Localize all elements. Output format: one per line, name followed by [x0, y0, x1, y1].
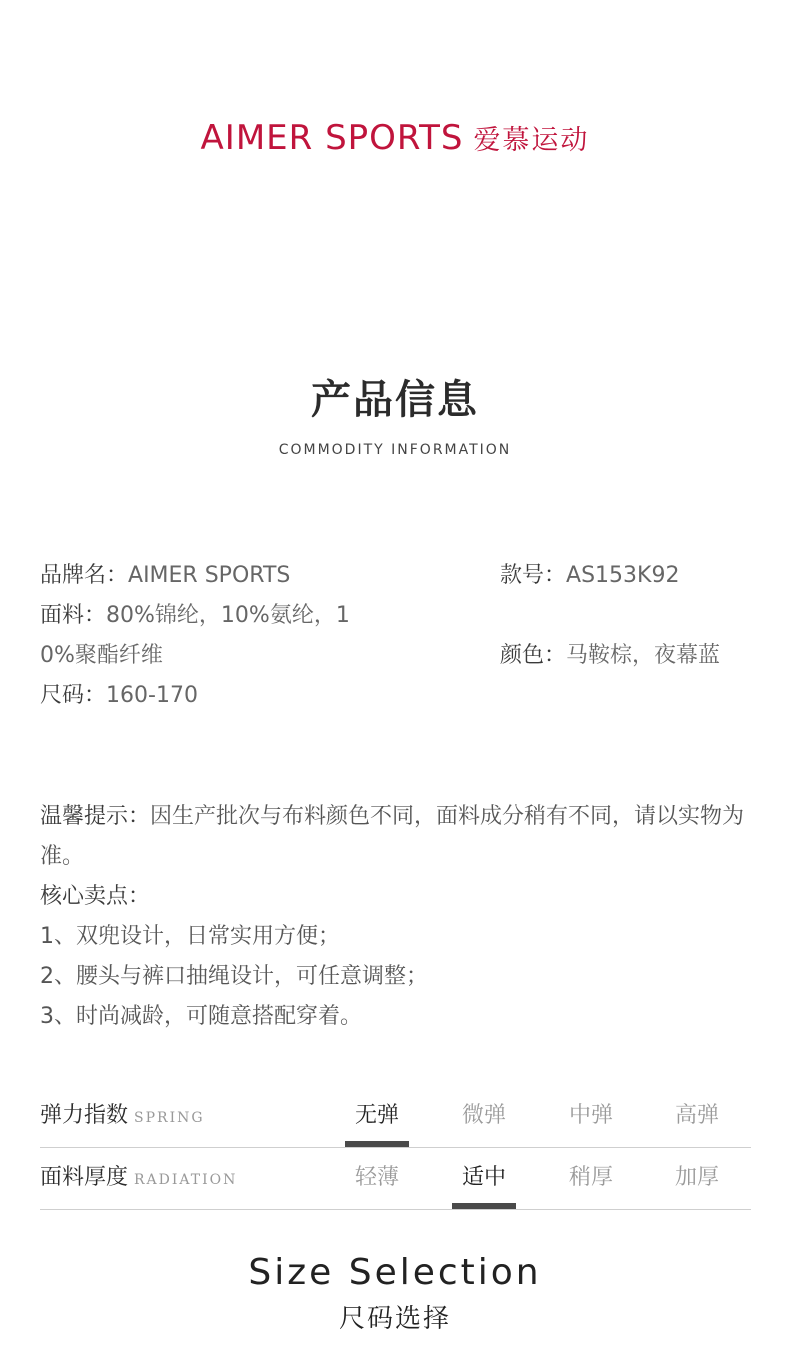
elasticity-option-none: 无弹 — [345, 1098, 409, 1147]
tip-text: 因生产批次与布料颜色不同，面料成分稍有不同，请以实物为准。 — [40, 804, 745, 869]
section-subtitle: COMMODITY INFORMATION — [278, 442, 512, 458]
color-value: 马鞍棕，夜幕蓝 — [566, 643, 721, 668]
size-selection-title-cn: 尺码选择 — [338, 1304, 451, 1334]
size-label: 尺码： — [40, 683, 107, 708]
brand-name-label: 品牌名： — [40, 563, 129, 588]
brand-logo — [0, 118, 790, 158]
color-row — [500, 636, 720, 676]
fabric-value-line2: 0%聚酯纤维 — [40, 643, 163, 668]
selling-point: 2、腰头与裤口抽绳设计，可任意调整； — [40, 964, 428, 989]
size-row — [40, 676, 198, 716]
fabric-row-cont — [40, 636, 163, 676]
elasticity-label: 弹力指数 SPRING — [40, 1103, 205, 1128]
tip-label: 温馨提示： — [40, 804, 151, 829]
thickness-label-en: RADIATION — [134, 1172, 238, 1188]
elasticity-label-en: SPRING — [134, 1110, 205, 1126]
size-selection-title-en: Size Selection — [248, 1252, 542, 1293]
brand-logo-cn: 爱慕运动 — [473, 125, 590, 156]
selling-point: 3、时尚减龄，可随意搭配穿着。 — [40, 1004, 362, 1029]
elasticity-option-slight: 微弹 — [461, 1103, 506, 1128]
size-value: 160-170 — [106, 683, 198, 708]
core-selling-points — [40, 877, 752, 1037]
thickness-label: 面料厚度 RADIATION — [40, 1165, 238, 1190]
style-label: 款号： — [500, 563, 567, 588]
section-title: 产品信息 — [311, 377, 479, 423]
style-row — [500, 556, 679, 596]
brand-name-row — [40, 556, 290, 596]
style-value: AS153K92 — [566, 563, 680, 588]
fabric-label: 面料： — [40, 603, 107, 628]
brand-name-value: AIMER SPORTS — [128, 563, 291, 588]
brand-logo-en: AIMER SPORTS — [200, 118, 464, 158]
core-label: 核心卖点： — [40, 884, 151, 909]
thickness-option-thick: 稍厚 — [568, 1165, 613, 1190]
color-label: 颜色： — [500, 643, 567, 668]
thickness-option-extra-thick: 加厚 — [674, 1165, 719, 1190]
selling-point: 1、双兜设计，日常实用方便； — [40, 924, 340, 949]
thickness-row — [40, 1148, 751, 1210]
elasticity-row — [40, 1086, 751, 1148]
elasticity-option-high: 高弹 — [674, 1103, 719, 1128]
fabric-value-line1: 80%锦纶，10%氨纶，1 — [106, 603, 350, 628]
thickness-option-light: 轻薄 — [354, 1165, 399, 1190]
tip-paragraph — [40, 797, 752, 877]
fabric-row — [40, 596, 350, 636]
thickness-option-medium: 适中 — [452, 1160, 516, 1209]
elasticity-option-medium: 中弹 — [568, 1103, 613, 1128]
